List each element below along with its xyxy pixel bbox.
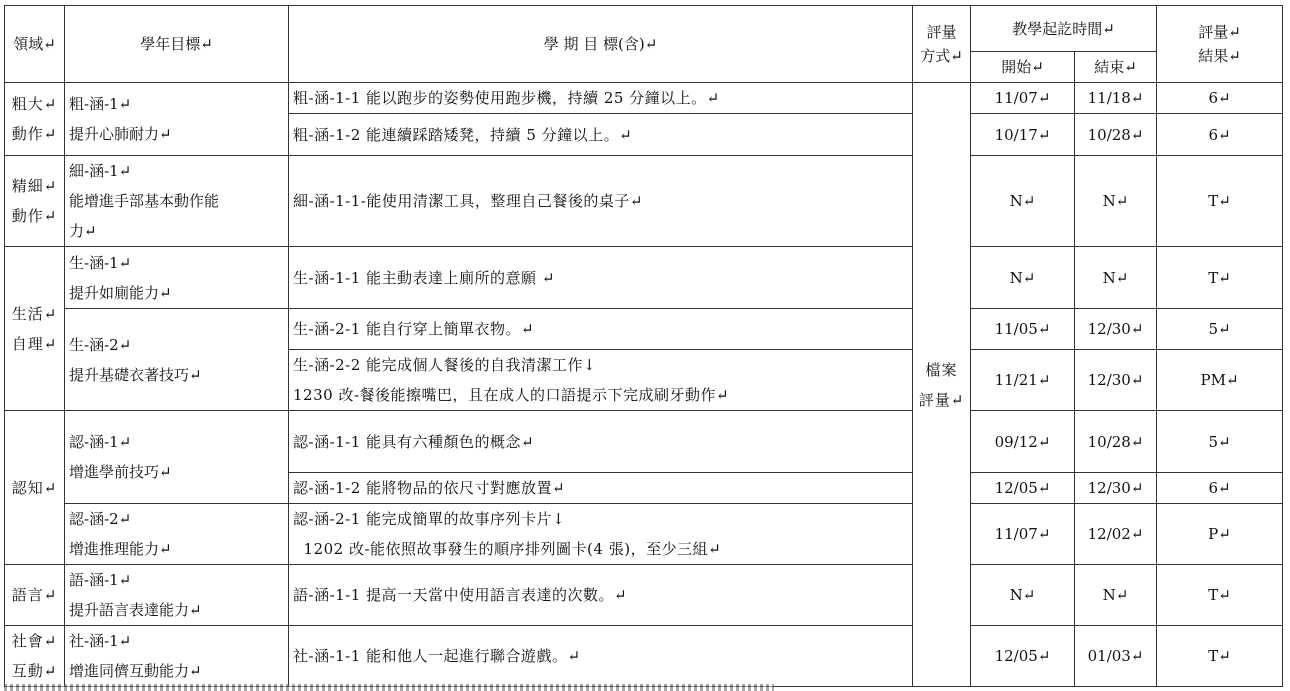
start-date: N↵ bbox=[971, 156, 1075, 247]
year-goal-line: 細-涵-1↵ bbox=[69, 162, 132, 180]
end-date: N↵ bbox=[1075, 565, 1157, 626]
domain-line: 精細↵ bbox=[11, 177, 58, 195]
domain-line: 動作↵ bbox=[11, 207, 58, 225]
start-date: 12/05↵ bbox=[971, 473, 1075, 504]
domain-cell bbox=[5, 411, 65, 565]
year-goal-line: 增進學前技巧↵ bbox=[69, 463, 172, 481]
end-date: 12/30↵ bbox=[1075, 309, 1157, 350]
header-period: 教學起訖時間↵ bbox=[971, 6, 1157, 52]
table-row bbox=[5, 309, 1283, 350]
year-goal-line: 提升基礎衣著技巧↵ bbox=[69, 365, 202, 384]
result-value: 6↵ bbox=[1157, 473, 1283, 504]
header-domain: 領域↵ bbox=[5, 6, 65, 83]
result-value: 6↵ bbox=[1157, 83, 1283, 114]
year-goal-line: 提升如廁能力↵ bbox=[69, 283, 172, 302]
table-row bbox=[5, 247, 1283, 309]
domain-cell bbox=[5, 83, 65, 156]
term-goal-cell: 生-涵-1-1 能主動表達上廁所的意願 ↵ bbox=[289, 247, 913, 309]
term-goal-cell: 細-涵-1-1-能使用清潔工具，整理自己餐後的桌子↵ bbox=[289, 156, 913, 247]
term-goal-line: 1230 改-餐後能擦嘴巴，且在成人的口語提示下完成刷牙動作↵ bbox=[293, 386, 730, 404]
year-goal-line: 提升心肺耐力↵ bbox=[69, 125, 172, 143]
year-goal-line: 能增進手部基本動作能 bbox=[69, 192, 220, 210]
header-end: 結束↵ bbox=[1075, 52, 1157, 83]
method-line: 檔案 bbox=[925, 360, 958, 379]
start-date: 11/21↵ bbox=[971, 350, 1075, 411]
method-cell bbox=[913, 83, 971, 687]
year-goal-line: 提升語言表達能力↵ bbox=[69, 601, 202, 619]
year-goal-line: 語-涵-1↵ bbox=[69, 571, 132, 589]
result-value: T↵ bbox=[1157, 247, 1283, 309]
result-value: 5↵ bbox=[1157, 411, 1283, 473]
year-goal-cell bbox=[65, 411, 289, 504]
start-date: 11/05↵ bbox=[971, 309, 1075, 350]
domain-line: 粗大↵ bbox=[11, 95, 58, 113]
year-goal-line: 認-涵-2↵ bbox=[69, 510, 132, 528]
year-goal-cell bbox=[65, 504, 289, 565]
year-goal-line: 生-涵-1↵ bbox=[69, 253, 132, 272]
start-date: 11/07↵ bbox=[971, 83, 1075, 114]
end-date: 12/30↵ bbox=[1075, 473, 1157, 504]
end-date: 11/18↵ bbox=[1075, 83, 1157, 114]
domain-cell bbox=[5, 565, 65, 626]
header-result bbox=[1157, 6, 1283, 83]
year-goal-line: 認-涵-1↵ bbox=[69, 433, 132, 451]
term-goal-cell: 粗-涵-1-2 能連續踩踏矮凳，持續 5 分鐘以上。↵ bbox=[289, 114, 913, 156]
year-goal-cell bbox=[65, 156, 289, 247]
header-year-goal: 學年目標↵ bbox=[65, 6, 289, 83]
domain-line: 互動↵ bbox=[11, 662, 58, 680]
end-date: 10/28↵ bbox=[1075, 411, 1157, 473]
domain-cell bbox=[5, 156, 65, 247]
year-goal-line: 生-涵-2↵ bbox=[69, 335, 132, 354]
end-date: N↵ bbox=[1075, 156, 1157, 247]
start-date: 12/05↵ bbox=[971, 626, 1075, 687]
domain-line: 語言↵ bbox=[11, 586, 58, 604]
domain-line: 自理↵ bbox=[11, 334, 58, 353]
term-goal-cell: 粗-涵-1-1 能以跑步的姿勢使用跑步機，持續 25 分鐘以上。↵ bbox=[289, 83, 913, 114]
year-goal-cell bbox=[65, 565, 289, 626]
year-goal-line: 增進推理能力↵ bbox=[69, 540, 172, 558]
end-date: 12/30↵ bbox=[1075, 350, 1157, 411]
year-goal-line: 社-涵-1↵ bbox=[69, 632, 132, 650]
end-date: N↵ bbox=[1075, 247, 1157, 309]
result-value: PM↵ bbox=[1157, 350, 1283, 411]
result-value: 5↵ bbox=[1157, 309, 1283, 350]
result-value: 6↵ bbox=[1157, 114, 1283, 156]
year-goal-line: 增進同儕互動能力↵ bbox=[69, 662, 202, 680]
term-goal-line: 生-涵-2-2 能完成個人餐後的自我清潔工作↓ bbox=[293, 356, 597, 374]
year-goal-cell bbox=[65, 626, 289, 687]
start-date: 09/12↵ bbox=[971, 411, 1075, 473]
header-start: 開始↵ bbox=[971, 52, 1075, 83]
domain-line: 動作↵ bbox=[11, 125, 58, 143]
year-goal-line: 力↵ bbox=[69, 222, 97, 240]
start-date: 10/17↵ bbox=[971, 114, 1075, 156]
table-row bbox=[5, 565, 1283, 626]
term-goal-cell: 語-涵-1-1 提高一天當中使用語言表達的次數。↵ bbox=[289, 565, 913, 626]
term-goal-cell: 認-涵-1-1 能具有六種顏色的概念↵ bbox=[289, 411, 913, 473]
header-method bbox=[913, 6, 971, 83]
domain-line: 社會↵ bbox=[11, 632, 58, 650]
result-value: P↵ bbox=[1157, 504, 1283, 565]
year-goal-cell bbox=[65, 83, 289, 156]
header-result-line: 評量↵ bbox=[1198, 23, 1241, 41]
start-date: N↵ bbox=[971, 247, 1075, 309]
result-value: T↵ bbox=[1157, 565, 1283, 626]
term-goal-cell: 認-涵-1-2 能將物品的依尺寸對應放置↵ bbox=[289, 473, 913, 504]
end-date: 12/02↵ bbox=[1075, 504, 1157, 565]
table-row bbox=[5, 156, 1283, 247]
end-date: 10/28↵ bbox=[1075, 114, 1157, 156]
end-date: 01/03↵ bbox=[1075, 626, 1157, 687]
year-goal-cell bbox=[65, 247, 289, 309]
method-line: 評量↵ bbox=[918, 390, 965, 409]
table-row bbox=[5, 83, 1283, 114]
header-method-line: 方式↵ bbox=[920, 47, 963, 65]
start-date: N↵ bbox=[971, 565, 1075, 626]
header-method-line: 評量 bbox=[926, 23, 957, 41]
result-value: T↵ bbox=[1157, 626, 1283, 687]
start-date: 11/07↵ bbox=[971, 504, 1075, 565]
term-goal-line: 1202 改-能依照故事發生的順序排列圖卡(4 張)，至少三組↵ bbox=[293, 540, 722, 558]
table-row bbox=[5, 411, 1283, 473]
cropped-text-line bbox=[4, 684, 774, 691]
header-term-goal: 學 期 目 標(含)↵ bbox=[289, 6, 913, 83]
term-goal-cell bbox=[289, 350, 913, 411]
header-result-line: 結果↵ bbox=[1198, 47, 1241, 65]
table-row bbox=[5, 504, 1283, 565]
iep-goal-table bbox=[4, 5, 1283, 687]
term-goal-line: 認-涵-2-1 能完成簡單的故事序列卡片↓ bbox=[293, 510, 566, 528]
domain-cell bbox=[5, 247, 65, 411]
year-goal-line: 粗-涵-1↵ bbox=[69, 95, 132, 113]
term-goal-cell: 社-涵-1-1 能和他人一起進行聯合遊戲。↵ bbox=[289, 626, 913, 687]
result-value: T↵ bbox=[1157, 156, 1283, 247]
term-goal-cell bbox=[289, 504, 913, 565]
domain-line: 認知↵ bbox=[11, 478, 58, 497]
table-row bbox=[5, 626, 1283, 687]
domain-cell bbox=[5, 626, 65, 687]
domain-line: 生活↵ bbox=[11, 304, 58, 323]
term-goal-cell: 生-涵-2-1 能自行穿上簡單衣物。↵ bbox=[289, 309, 913, 350]
year-goal-cell bbox=[65, 309, 289, 411]
